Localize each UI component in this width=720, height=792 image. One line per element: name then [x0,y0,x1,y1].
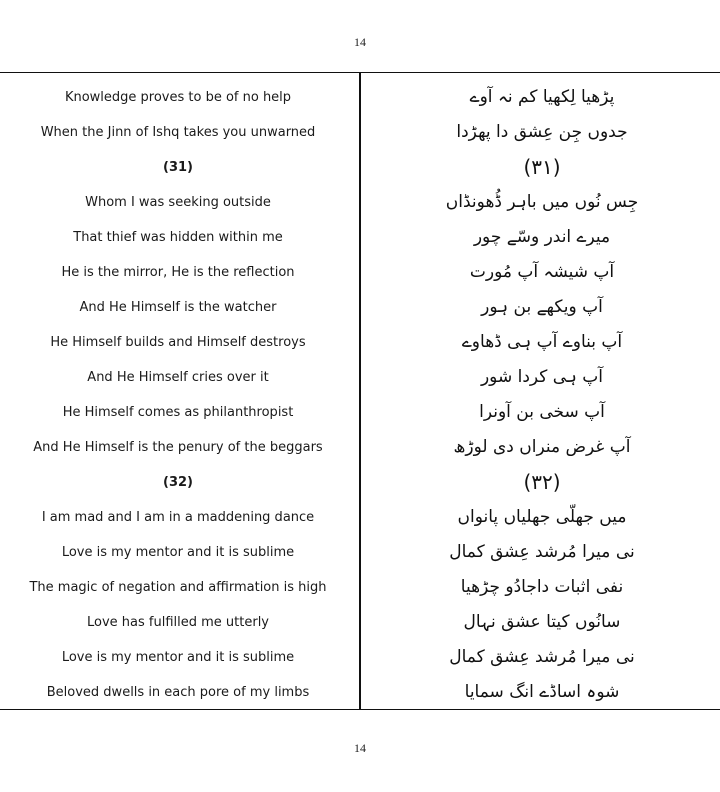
english-line: He Himself comes as philanthropist [62,405,294,420]
urdu-line: میرے اندر وسّے چور [473,227,611,247]
urdu-line: شوہ اساڈے انگ سمایا [464,682,620,702]
english-line: Love is my mentor and it is sublime [61,650,295,665]
table-row [0,325,720,360]
urdu-line: جِس نُوں میں باہر ڈُھونڈاں [445,192,639,212]
urdu-line: نفی اثبات داجادُو چڑھیا [460,577,624,597]
section-number-urdu: (۳۱) [523,155,561,179]
english-line: Whom I was seeking outside [85,195,271,210]
english-line: And He Himself cries over it [87,370,269,385]
page-number-bottom: 14 [354,741,366,755]
english-line: I am mad and I am in a maddening dance [41,510,315,525]
english-line: He Himself builds and Himself destroys [50,335,306,350]
table-row [0,115,720,150]
table-row [0,535,720,570]
section-heading-row [0,150,720,185]
section-number-urdu: (۳۲) [523,470,561,494]
table-row [0,675,720,710]
english-line: Knowledge proves to be of no help [64,90,292,105]
english-line: Love has fulfilled me utterly [87,615,269,630]
urdu-line: جدوں جِن عِشق دا پھڑدا [456,122,628,142]
urdu-line: میں جھلّی جھلیاں پانواں [457,507,627,527]
section-number-english: (31) [163,160,193,175]
english-line: Love is my mentor and it is sublime [61,545,295,560]
english-line: When the Jinn of Ishq takes you unwarned [40,125,316,140]
english-line: The magic of negation and affirmation is high [29,580,327,595]
table-row [0,500,720,535]
table-row [0,220,720,255]
urdu-line: نی میرا مُرشد عِشق کمال [449,542,635,562]
urdu-line: آپ غرض منراں دی لوڑھ [453,437,631,457]
english-line: That thief was hidden within me [73,230,283,245]
urdu-line: سانُوں کیتا عشق نہال [463,612,621,632]
table-row [0,640,720,675]
urdu-line: پڑھیا لِکھیا کم نہ آوے [469,87,615,107]
table-row [0,290,720,325]
urdu-line: آپ ہی کردا شور [480,367,604,387]
section-number-english: (32) [163,475,193,490]
urdu-line: نی میرا مُرشد عِشق کمال [449,647,635,667]
urdu-line: آپ شیشہ آپ مُورت [469,262,615,282]
urdu-line: آپ بناوے آپ ہی ڈھاوے [461,332,623,352]
table-row [0,255,720,290]
table-row [0,395,720,430]
translation-table [0,72,720,710]
english-line: And He Himself is the penury of the beggars [33,440,323,455]
english-line: Beloved dwells in each pore of my limbs [46,685,310,700]
urdu-line: آپ ویکھے بن ہور [481,297,603,317]
english-line: He is the mirror, He is the reflection [61,265,295,280]
table-row [0,430,720,465]
table-row [0,360,720,395]
table-row [0,80,720,115]
section-heading-row [0,465,720,500]
urdu-line: آپ سخی بن آونرا [479,402,605,422]
table-row [0,605,720,640]
table-row [0,570,720,605]
page-number-top: 14 [354,35,366,49]
table-row [0,185,720,220]
english-line: And He Himself is the watcher [79,300,277,315]
